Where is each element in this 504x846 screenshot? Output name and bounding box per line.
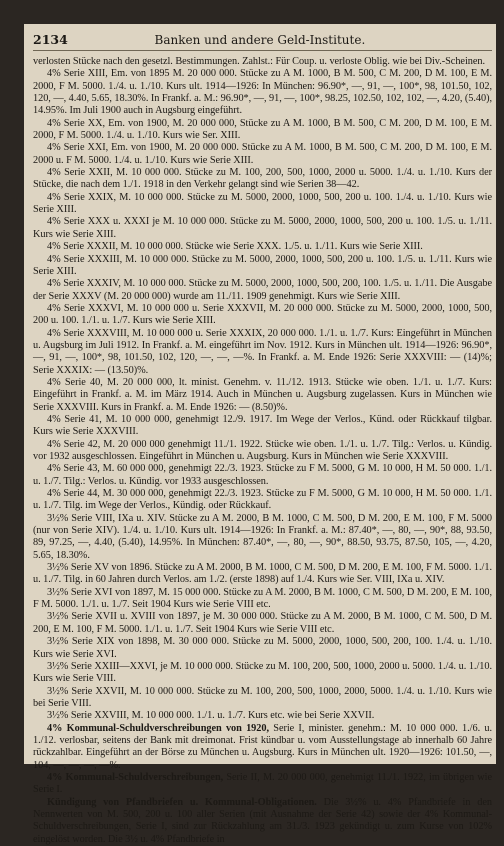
paragraph (33, 463, 492, 488)
paragraph (33, 254, 492, 279)
paragraph (33, 56, 492, 68)
paragraph-text: Die 3½% u. 4% Pfandbriefe in den Nennwerten von M. 500, 200 u. 100 aller Serien (mit Ausnahme der Serie 42) sowie der 4% Kommunal-Schuldverschreibungen, Serie I, sind zur Rückzahlung am 31./3. 1923 gekündigt u. zum Kurse von 102% eingelöst worden. Die 3½ u. 4% Pfandbriefe in (33, 796, 492, 845)
paragraph-text: 4% Serie XIII, Em. von 1895 M. 20 000 000. Stücke zu A M. 1000, B M. 500, C M. 200, D M. 100, E M. 2000, F M. 5000. 1./4. u. 1./10. Kurs ult. 1914—1926: In München: 96.90*, —, 91, —, 100*, 98, 101.50, 102, 120, —, 4.40, 5.65, 18.30%. In Frankf. a. M.: 96.90*, —, 91, —, 100*, 98.25, 102.50, 102, 102, —, 4.20, (5.40), 14.95%. Im Juli 1900 auch in Augsburg eingeführt. (33, 68, 492, 117)
paragraph-text: 4% Serie XXI, Em. von 1900, M. 20 000 000. Stücke zu A M. 1000, B M. 500, C M. 200, D M. 100, E M. 2000 u. F M. 5000. 1./4. u. 1./10. Kurs wie Serie XIII. (33, 142, 492, 166)
paragraph (33, 611, 492, 636)
paragraph-text: 4% Serie 42, M. 20 000 000 genehmigt 11./1. 1922. Stücke wie oben. 1./1. u. 1./7. Tilg.: Verlos. u. Kündig. vor 1932 ausgeschlossen. Eingeführt in München u. Augsburg. Kurs in München wie Serie XXXVIII. (33, 438, 492, 462)
paragraph-text: 3½% Serie XXIII—XXVI, je M. 10 000 000. Stücke zu M. 100, 200, 500, 1000, 2000 u. 5000. 1./4. u. 1./10. Kurs wie Serie VIII. (33, 660, 492, 685)
paragraph (33, 142, 492, 167)
paragraph-text: 4% Serie XXX u. XXXI je M. 10 000 000. Stücke zu M. 5000, 2000, 1000, 500, 200 u. 100. 1./5. u. 1./11. Kurs wie Serie XIII. (33, 216, 492, 240)
paragraph (33, 439, 492, 464)
paragraph (33, 661, 492, 686)
paragraph-text: 3½% Serie XIX von 1898, M. 30 000 000. Stücke zu M. 5000, 2000, 1000, 500, 200, 100. 1./4. u. 1./10. Kurs wie Serie XVI. (33, 636, 492, 660)
paragraph (33, 303, 492, 328)
paragraph (33, 167, 492, 192)
paragraph-text: Serie II, M. 20 000 000, genehmigt 11./1. 1922, im übrigen wie Serie I. (33, 771, 492, 796)
paragraph-text: 4% Serie 43, M. 60 000 000, genehmigt 22./3. 1923. Stücke zu F M. 5000, G M. 10 000, H M. 50 000. 1./1. u. 1./7. Tilg.: Verlos. u. Kündig. vor 1933 ausgeschlossen. (33, 463, 492, 487)
paragraph (33, 488, 492, 513)
paragraph-text: 4% Serie XXXII, M. 10 000 000. Stücke wie Serie XXX. 1./5. u. 1./11. Kurs wie Serie XIII. (47, 241, 423, 253)
page-number: 2134 (33, 32, 68, 47)
paragraph (33, 241, 492, 253)
paragraph-heading: Kündigung von Pfandbriefen u. Kommunal-Obligationen. (47, 796, 317, 808)
paragraph-text: 4% Serie 40, M. 20 000 000, lt. minist. Genehm. v. 11./12. 1913. Stücke wie oben. 1./1. u. 1./7. Kurs: Eingeführt in Frankf. a. M. im März 1914. Auch in München u. Augsburg zugelassen. Kurs in München wie Serie XXXVIII. Kurs in Frankf. a. M. Ende 1926: — (8.50)%. (33, 376, 492, 413)
paragraph-text: 4% Serie XXXVI, M. 10 000 000 u. Serie XXXVII, M. 20 000 000. Stücke zu M. 5000, 2000, 1000, 500, 200 u. 100. 1./1. u. 1./7. Kurs wie Serie XIII. (33, 302, 492, 327)
paragraph (33, 797, 492, 846)
paragraph (33, 636, 492, 661)
paragraph (33, 414, 492, 439)
paragraph-text: 3½% Serie VIII, IXa u. XIV. Stücke zu A M. 2000, B M. 1000, C M. 500, D M. 200, E M. 100, F M. 5000 (nur von Serie XIV). 1./4. u. 1./10. Kurs ult. 1914—1926: In Frankf. a. M.: 87.40*, —, 80, —, 90*, 88, 93.50, 89, 97.25, —, 4.40, (5.40), 14.95%. In München: 87.40*, —, 80, —, 90*, 88.50, 93.75, 87.50, 105, —, 4.20, 5.65, 18.30%. (33, 512, 492, 561)
paragraph-text: 4% Serie XX, Em. von 1900, M. 20 000 000, Stücke zu A M. 1000, B M. 500, C M. 200, D M. 100, E M. 2000, F M. 5000. 1./4. u. 1./10. Kurs wie Ser. XIII. (33, 117, 492, 142)
document-page (24, 24, 496, 845)
paragraph-heading: 4% Kommunal-Schuldverschreibungen von 1920, (47, 722, 269, 734)
paragraph (33, 513, 492, 562)
paragraph-text: Serie I, minister. genehm.: M. 10 000 000. 1./6. u. 1./12. verlosbar, seitens der Bank mit dreimonat. Frist kündbar u. vom Ausstellungstage ab innerhalb 60 Jahre rückzahlbar. Eingeführt an der Börse zu München u. Augsburg. Kurs in München ult. 1920—1926: 101.50, —, 104, —, —, —, —%. (33, 722, 492, 771)
paragraph (33, 328, 492, 377)
paragraph-text: 4% Serie XXXVIII, M. 10 000 000 u. Serie XXXIX, 20 000 000. 1./1. u. 1./7. Kurs: Eingeführt in München u. Augsburg im Juli 1912. In Frankf. a. M. eingeführt im Nov. 1912. Kurs in München ult. 1914—1926: 96.90*, —, 91, —, 100*, 98, 101.50, 102, 120, —, —, —%. In Frankf. a. M. Ende 1926: Serie XXXVIII: — (14)%; Serie XXXIX: — (13.50)%. (33, 327, 492, 376)
paragraph-text: 3½% Serie XV von 1896. Stücke zu A M. 2000, B M. 1000, C M. 500, D M. 200, E M. 100, F M. 5000. 1./1. u. 1./7. Tilg. in 60 Jahren durch Verlos. am 1./2. (erste 1898) auf 1./4. Kurs wie Ser. VIII, IXa u. XIV. (33, 562, 492, 586)
paragraph-text: 4% Serie XXXIV, M. 10 000 000. Stücke zu M. 5000, 2000, 1000, 500, 200, 100. 1./5. u. 1./11. Die Ausgabe der Serie XXXV (M. 20 000 000) wurde am 11./11. 1909 genehmigt. Kurs wie Serie XIII. (33, 278, 492, 302)
paragraph (33, 278, 492, 303)
paragraph (33, 723, 492, 772)
paragraph-text: 3½% Serie XXVIII, M. 10 000 000. 1./1. u. 1./7. Kurs etc. wie bei Serie XXVII. (47, 710, 375, 722)
paragraph-text: 4% Serie XXIX, M. 10 000 000. Stücke zu M. 5000, 2000, 1000, 500, 200 u. 100. 1./4. u. 1./10. Kurs wie Serie XIII. (33, 191, 492, 216)
paragraph (33, 772, 492, 797)
paragraph-text: 4% Serie XXXIII, M. 10 000 000. Stücke zu M. 5000, 2000, 1000, 500, 200 u. 100. 1./5. u. 1./11. Kurs wie Serie XIII. (33, 253, 492, 277)
paragraph-text: 3½% Serie XVI von 1897, M. 15 000 000. Stücke zu A M. 2000, B M. 1000, C M. 500, D M. 200, E M. 100, F M. 5000. 1./1. u. 1./7. Seit 1904 Kurs wie Serie VIII etc. (33, 586, 492, 611)
paragraph (33, 68, 492, 117)
paragraph-text: 4% Serie 41, M. 10 000 000, genehmigt 12./9. 1917. Im Wege der Verlos., Künd. oder Rückkauf tilgbar. Kurs wie Serie XXXVIII. (33, 413, 492, 438)
paragraph (33, 686, 492, 711)
paragraph-text: 3½% Serie XVII u. XVIII von 1897, je M. 30 000 000. Stücke zu A M. 2000, B M. 1000, C M. 500, D M. 200, E M. 100, F M. 5000. 1./1. u. 1./7. Seit 1904 Kurs wie Serie VIII etc. (33, 611, 492, 635)
running-title: Banken und andere Geld-Institute. (154, 33, 366, 47)
paragraph (33, 192, 492, 217)
paragraph (33, 710, 492, 722)
paragraph-heading: 4% Kommunal-Schuldverschreibungen, (47, 771, 224, 783)
paragraph-text: 3½% Serie XXVII, M. 10 000 000. Stücke zu M. 100, 200, 500, 1000, 2000, 5000. 1./4. u. 1./10. Kurs wie bei Serie VIII. (33, 685, 492, 709)
page-header (33, 32, 492, 51)
paragraph-text: 4% Serie XXII, M. 10 000 000. Stücke zu M. 100, 200, 500, 1000, 2000 u. 5000. 1./4. u. 1./10. Kurs der Stücke, die nach dem 1./1. 1918 in den Verkehr gelangt sind wie Serien 38—42. (33, 167, 492, 191)
paragraph (33, 587, 492, 612)
paragraph (33, 377, 492, 414)
paragraph (33, 562, 492, 587)
paragraph-text: verlosten Stücke nach den gesetzl. Bestimmungen. Zahlst.: Für Coup. u. verloste Oblig. wie bei Div.-Scheinen. (33, 56, 486, 67)
paragraph (33, 216, 492, 241)
paragraph-text: 4% Serie 44, M. 30 000 000, genehmigt 22./3. 1923. Stücke zu F M. 5000, G M. 10 000, H M. 50 000. 1./1. u. 1./7. Tilg. im Wege der Verlos., Kündig. oder Rückkauf. (33, 488, 492, 512)
document-body (33, 56, 492, 846)
paragraph (33, 118, 492, 143)
